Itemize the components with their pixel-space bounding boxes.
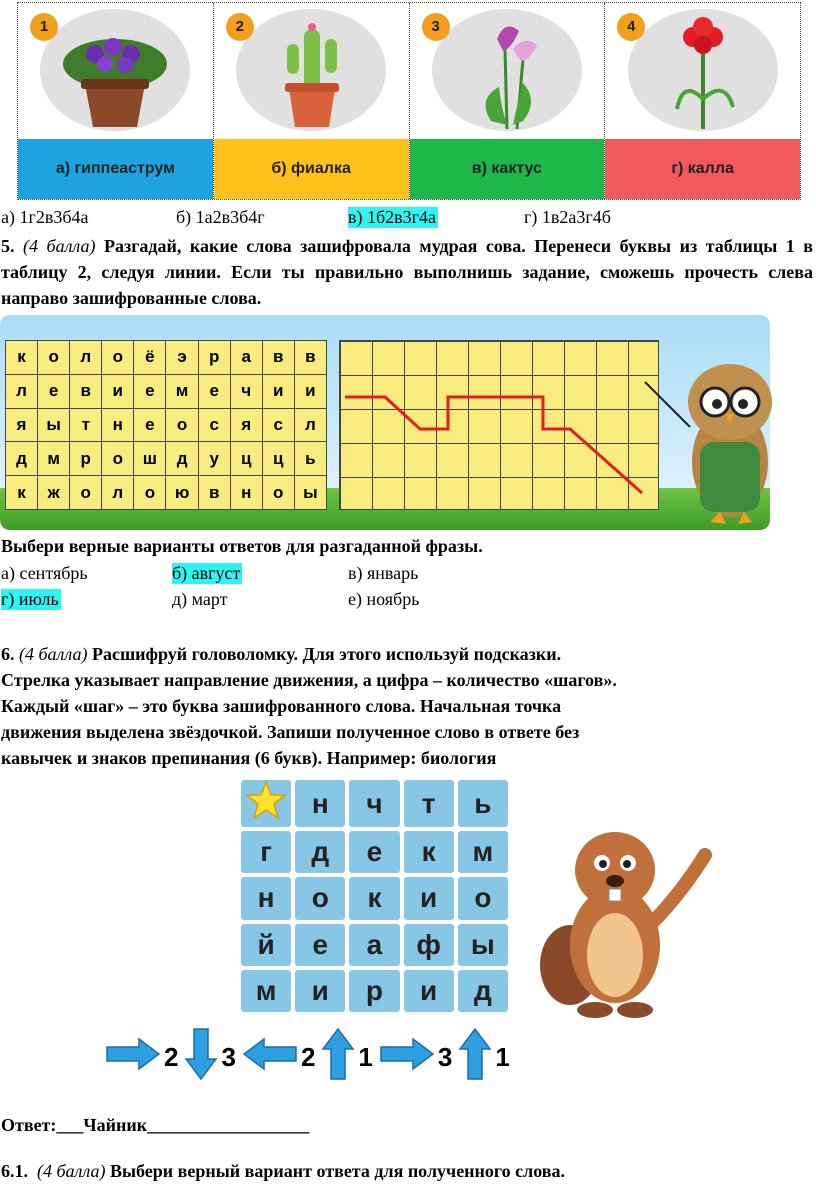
table-row <box>241 831 508 873</box>
q6-task <box>1 641 617 771</box>
letter-cell: к <box>6 476 38 510</box>
letter-cell: к <box>6 341 38 375</box>
plant-card-3 <box>410 3 606 199</box>
letter-cell: с <box>262 408 294 442</box>
arrow-step-count: 3 <box>437 1042 453 1072</box>
maze-letter-cell: м <box>458 831 508 873</box>
letter-cell: в <box>70 374 102 408</box>
table-row <box>241 780 508 827</box>
maze-letter-cell: к <box>404 831 454 873</box>
q6-number: 6. <box>1 644 15 664</box>
card-number: 3 <box>422 13 450 41</box>
letter-cell: в <box>294 341 326 375</box>
letter-cell: ы <box>294 476 326 510</box>
letter-cell: и <box>294 374 326 408</box>
letter-cell: е <box>134 374 166 408</box>
letter-cell: о <box>38 341 70 375</box>
red-path-line <box>340 341 660 511</box>
arrow-down-icon <box>184 1027 218 1088</box>
letter-cell: о <box>134 476 166 510</box>
q5-option-f[interactable]: е) ноябрь <box>348 589 420 609</box>
maze-letter-cell: т <box>404 780 454 827</box>
q5-text: Разгадай, какие слова зашифровала мудрая сова. Перенеси буквы из таблицы 1 в таблицу 2, следуя линии. Если ты правильно выполнишь задание, сможешь прочесть слева направо зашифрованные слова. <box>1 236 813 308</box>
letter-cell: у <box>198 442 230 476</box>
maze-letter-cell: и <box>295 970 345 1012</box>
letter-cell: е <box>134 408 166 442</box>
plant-cards <box>17 2 801 200</box>
letter-cell: с <box>198 408 230 442</box>
maze-letter-cell: ч <box>349 780 399 827</box>
letter-cell: и <box>102 374 134 408</box>
table-row <box>241 970 508 1012</box>
maze-letter-cell: ф <box>404 924 454 966</box>
letter-cell: э <box>166 341 198 375</box>
cactus-plant-icon <box>251 9 371 134</box>
card-label: в) кактус <box>410 139 605 199</box>
letter-cell: о <box>262 476 294 510</box>
maze-letter-cell: н <box>295 780 345 827</box>
arrow-step-count: 2 <box>164 1042 179 1072</box>
letter-cell: ж <box>38 476 70 510</box>
maze-letter-cell: н <box>241 877 291 919</box>
q5-task <box>1 233 813 311</box>
arrow-right-icon <box>379 1037 435 1078</box>
letter-cell: м <box>38 442 70 476</box>
owl-teacher-icon <box>640 352 775 532</box>
maze-letter-cell: м <box>241 970 291 1012</box>
q61-points: (4 балла) <box>37 1161 106 1181</box>
q5-option-c[interactable]: в) январь <box>348 563 419 583</box>
maze-letter-cell: д <box>295 831 345 873</box>
maze-letter-cell: й <box>241 924 291 966</box>
arrow-step-count: 2 <box>300 1042 316 1072</box>
q61-task <box>1 1161 565 1182</box>
maze-letter-cell: е <box>349 831 399 873</box>
answer-underline: __________________ <box>147 1115 310 1135</box>
q6-line-2: Стрелка указывает направление движения, а цифра – количество «шагов». <box>1 670 617 690</box>
letter-cell: ш <box>134 442 166 476</box>
q5-option-b[interactable]: б) август <box>172 563 241 583</box>
table-row <box>6 476 327 510</box>
plant-card-4 <box>605 3 800 199</box>
letter-cell: о <box>70 476 102 510</box>
q4-option-a[interactable]: а) 1г2в3б4а <box>1 207 89 227</box>
card-number: 2 <box>226 13 254 41</box>
table-row <box>241 877 508 919</box>
maze-letter-cell: к <box>349 877 399 919</box>
table-row <box>6 374 327 408</box>
amaryllis-plant-icon <box>643 9 763 134</box>
maze-letter-cell: е <box>295 924 345 966</box>
maze-letter-cell: о <box>458 877 508 919</box>
table-row <box>241 924 508 966</box>
letter-cell: н <box>102 408 134 442</box>
letter-cell: я <box>230 408 262 442</box>
letter-cell: л <box>102 476 134 510</box>
letter-cell: ч <box>230 374 262 408</box>
arrow-right-icon <box>105 1037 161 1078</box>
arrow-up-icon <box>458 1027 492 1088</box>
maze-letter-cell: и <box>404 877 454 919</box>
letter-cell: е <box>198 374 230 408</box>
arrow-left-icon <box>242 1037 298 1078</box>
q6-line-3: Каждый «шаг» – это буква зашифрованного слова. Начальная точка <box>1 696 562 716</box>
letter-cell: и <box>262 374 294 408</box>
answer-label: Ответ:___ <box>1 1115 84 1135</box>
card-number: 4 <box>617 13 645 41</box>
letter-cell: л <box>70 341 102 375</box>
q61-number: 6.1. <box>1 1161 28 1181</box>
direction-hints <box>105 1030 516 1085</box>
maze-letter-cell: а <box>349 924 399 966</box>
violet-plant-icon <box>55 9 175 134</box>
answer-line <box>1 1115 309 1136</box>
q61-text: Выбери верный вариант ответа для полученного слова. <box>109 1161 566 1181</box>
letter-cell: ы <box>38 408 70 442</box>
letter-cell: о <box>102 442 134 476</box>
beaver-icon <box>530 815 715 1025</box>
letter-maze-grid <box>237 776 512 1016</box>
letters-table-1 <box>5 340 327 510</box>
letter-cell: ц <box>262 442 294 476</box>
q6-line-5: кавычек и знаков препинания (6 букв). Например: биология <box>1 748 497 768</box>
letter-cell: т <box>70 408 102 442</box>
letter-cell: д <box>166 442 198 476</box>
letter-cell: в <box>198 476 230 510</box>
card-number: 1 <box>30 13 58 41</box>
q5-number: 5. <box>1 236 15 256</box>
table-row <box>6 341 327 375</box>
maze-letter-cell: о <box>295 877 345 919</box>
letter-cell: л <box>6 374 38 408</box>
maze-letter-cell: и <box>404 970 454 1012</box>
card-label: б) фиалка <box>214 139 409 199</box>
card-label: а) гиппеаструм <box>18 139 213 199</box>
q4-option-c[interactable]: в) 1б2в3г4а <box>348 207 437 227</box>
maze-letter-cell: д <box>458 970 508 1012</box>
table-row <box>6 408 327 442</box>
maze-letter-cell: р <box>349 970 399 1012</box>
letter-cell: я <box>6 408 38 442</box>
letter-cell: о <box>102 341 134 375</box>
letter-cell: р <box>198 341 230 375</box>
q5-points: (4 балла) <box>23 236 96 256</box>
maze-letter-cell: ы <box>458 924 508 966</box>
q5-option-a[interactable]: а) сентябрь <box>1 563 88 583</box>
maze-letter-cell: г <box>241 831 291 873</box>
letter-cell: ь <box>294 442 326 476</box>
letter-cell: д <box>6 442 38 476</box>
letter-cell: л <box>294 408 326 442</box>
table-row <box>6 442 327 476</box>
plant-card-1 <box>18 3 214 199</box>
arrow-step-count: 1 <box>495 1042 510 1072</box>
letter-cell: а <box>230 341 262 375</box>
letter-cell: м <box>166 374 198 408</box>
plant-card-2 <box>214 3 410 199</box>
q6-points: (4 балла) <box>19 644 88 664</box>
calla-plant-icon <box>447 9 567 134</box>
start-star-icon <box>241 780 291 827</box>
q6-line-4: движения выделена звёздочкой. Запиши полученное слово в ответе без <box>1 722 580 742</box>
arrow-step-count: 3 <box>221 1042 236 1072</box>
letter-cell: н <box>230 476 262 510</box>
q6-line-1 <box>1 641 617 667</box>
letter-cell: е <box>38 374 70 408</box>
letter-cell: о <box>166 408 198 442</box>
letter-cell: ё <box>134 341 166 375</box>
q5-option-d[interactable]: г) июль <box>1 589 59 609</box>
letter-cell: в <box>262 341 294 375</box>
letter-cell: р <box>70 442 102 476</box>
q4-option-b[interactable]: б) 1а2в3б4г <box>176 207 265 227</box>
empty-table-2 <box>339 340 659 510</box>
letter-cell: ц <box>230 442 262 476</box>
letter-cell: ю <box>166 476 198 510</box>
answer-value[interactable]: Чайник <box>83 1115 148 1135</box>
q5-option-e[interactable]: д) март <box>172 589 228 609</box>
q6-text-1: Расшифруй головоломку. Для этого используй подсказки. <box>91 644 562 664</box>
card-label: г) калла <box>605 139 800 199</box>
arrow-up-icon <box>321 1027 355 1088</box>
maze-letter-cell: ь <box>458 780 508 827</box>
q4-option-d[interactable]: г) 1в2а3г4б <box>524 207 611 227</box>
q5-choose-prompt: Выбери верные варианты ответов для разгаданной фразы. <box>1 536 483 556</box>
arrow-step-count: 1 <box>358 1042 373 1072</box>
